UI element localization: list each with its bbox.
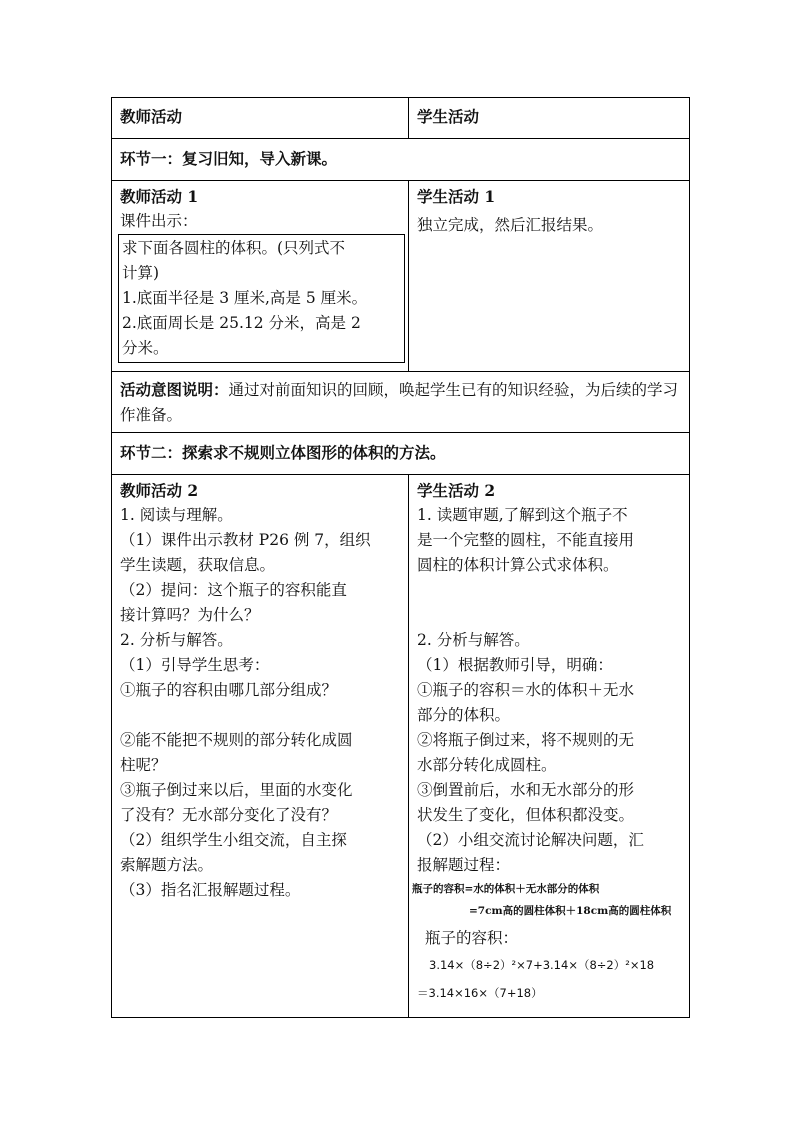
student-line: 部分的体积。 xyxy=(417,706,511,724)
teacher-line: 了没有？无水部分变化了没有？ xyxy=(120,806,338,824)
teacher-line: 柱呢？ xyxy=(120,756,167,774)
section1-title: 环节一：复习旧知，导入新课。 xyxy=(112,139,690,181)
exercise-line: 求下面各圆柱的体积。(只列式不 xyxy=(122,239,346,257)
exercise-line: 1.底面半径是 3 厘米,高是 5 厘米。 xyxy=(122,289,368,307)
exercise-line: 计算) xyxy=(122,264,160,282)
capacity-label: 瓶子的容积： xyxy=(425,929,519,947)
header-row xyxy=(112,98,690,139)
teacher-line: ②能不能把不规则的部分转化成圆 xyxy=(120,731,353,749)
exercise-line: 分米。 xyxy=(122,339,169,357)
student-line: 状发生了变化，但体积都没变。 xyxy=(417,806,635,824)
teacher-activity-1-title: 教师活动 1 xyxy=(120,187,199,206)
teacher-line: 2. 分析与解答。 xyxy=(120,631,233,649)
teacher-line: ③瓶子倒过来以后，里面的水变化 xyxy=(120,781,353,799)
exercise-line: 2.底面周长是 25.12 分米，高是 2 xyxy=(122,314,361,332)
teacher-line: 接计算吗？为什么？ xyxy=(120,606,260,624)
lesson-plan-table xyxy=(111,97,690,1018)
teacher-line: ①瓶子的容积由哪几部分组成？ xyxy=(120,681,338,699)
teacher-activity-1-intro: 课件出示： xyxy=(120,212,198,230)
spacer xyxy=(417,578,683,603)
activity-intent-label: 活动意图说明： xyxy=(120,380,229,399)
section1-student-cell xyxy=(409,181,690,372)
student-activity-1-text: 独立完成，然后汇报结果。 xyxy=(417,216,604,234)
formula-line-2: =7cm高的圆柱体积＋18cm高的圆柱体积 xyxy=(469,905,672,917)
activity-intent-text: 通过对前面知识的回顾，唤起学生已有的知识经验，为后续的学习作准备。 xyxy=(120,381,679,424)
student-line: 2. 分析与解答。 xyxy=(417,631,530,649)
student-line: ③倒置前后，水和无水部分的形 xyxy=(417,781,635,799)
section2-title-row xyxy=(112,433,690,475)
teacher-line: （1）课件出示教材 P26 例 7，组织 xyxy=(120,531,371,549)
student-line: 报解题过程： xyxy=(417,856,511,874)
section2-title: 环节二：探索求不规则立体图形的体积的方法。 xyxy=(112,433,690,475)
exercise-box xyxy=(118,234,405,363)
teacher-activity-2-title: 教师活动 2 xyxy=(120,481,199,500)
student-line: 水部分转化成圆柱。 xyxy=(417,756,557,774)
formula-line-1: 瓶子的容积=水的体积＋无水部分的体积 xyxy=(412,883,600,895)
student-line: ①瓶子的容积＝水的体积＋无水 xyxy=(417,681,635,699)
spacer xyxy=(120,703,402,728)
section2-teacher-cell xyxy=(112,475,409,1018)
section1-activity-row xyxy=(112,181,690,372)
student-line: 是一个完整的圆柱，不能直接用 xyxy=(417,531,635,549)
teacher-line: 索解题方法。 xyxy=(120,856,214,874)
teacher-line: （2）提问：这个瓶子的容积能直 xyxy=(120,581,347,599)
teacher-line: （2）组织学生小组交流，自主探 xyxy=(120,831,347,849)
student-line: 1. 读题审题,了解到这个瓶子不 xyxy=(417,506,628,524)
header-student: 学生活动 xyxy=(409,98,690,139)
section1-teacher-cell xyxy=(112,181,409,372)
calc-line-1: 3.14×（8÷2）²×7+3.14×（8÷2）²×18 xyxy=(429,958,655,972)
section2-student-cell xyxy=(409,475,690,1018)
teacher-line: 1. 阅读与理解。 xyxy=(120,506,233,524)
student-line: 圆柱的体积计算公式求体积。 xyxy=(417,556,619,574)
teacher-line: （1）引导学生思考： xyxy=(120,656,270,674)
header-teacher: 教师活动 xyxy=(112,98,409,139)
teacher-line: （3）指名汇报解题过程。 xyxy=(120,881,301,899)
student-activity-2-title: 学生活动 2 xyxy=(417,481,496,500)
spacer xyxy=(417,603,683,628)
lesson-table-page xyxy=(111,97,689,1018)
student-line: ②将瓶子倒过来，将不规则的无 xyxy=(417,731,635,749)
calc-line-2: ＝3.14×16×（7+18） xyxy=(417,986,543,1000)
student-line: （2）小组交流讨论解决问题，汇 xyxy=(417,831,644,849)
section1-note-row xyxy=(112,372,690,433)
section1-title-row xyxy=(112,139,690,181)
student-line: （1）根据教师引导，明确： xyxy=(417,656,613,674)
student-activity-1-title: 学生活动 1 xyxy=(417,187,496,206)
teacher-line: 学生读题，获取信息。 xyxy=(120,556,276,574)
section2-activity-row xyxy=(112,475,690,1018)
section1-note xyxy=(112,372,690,433)
